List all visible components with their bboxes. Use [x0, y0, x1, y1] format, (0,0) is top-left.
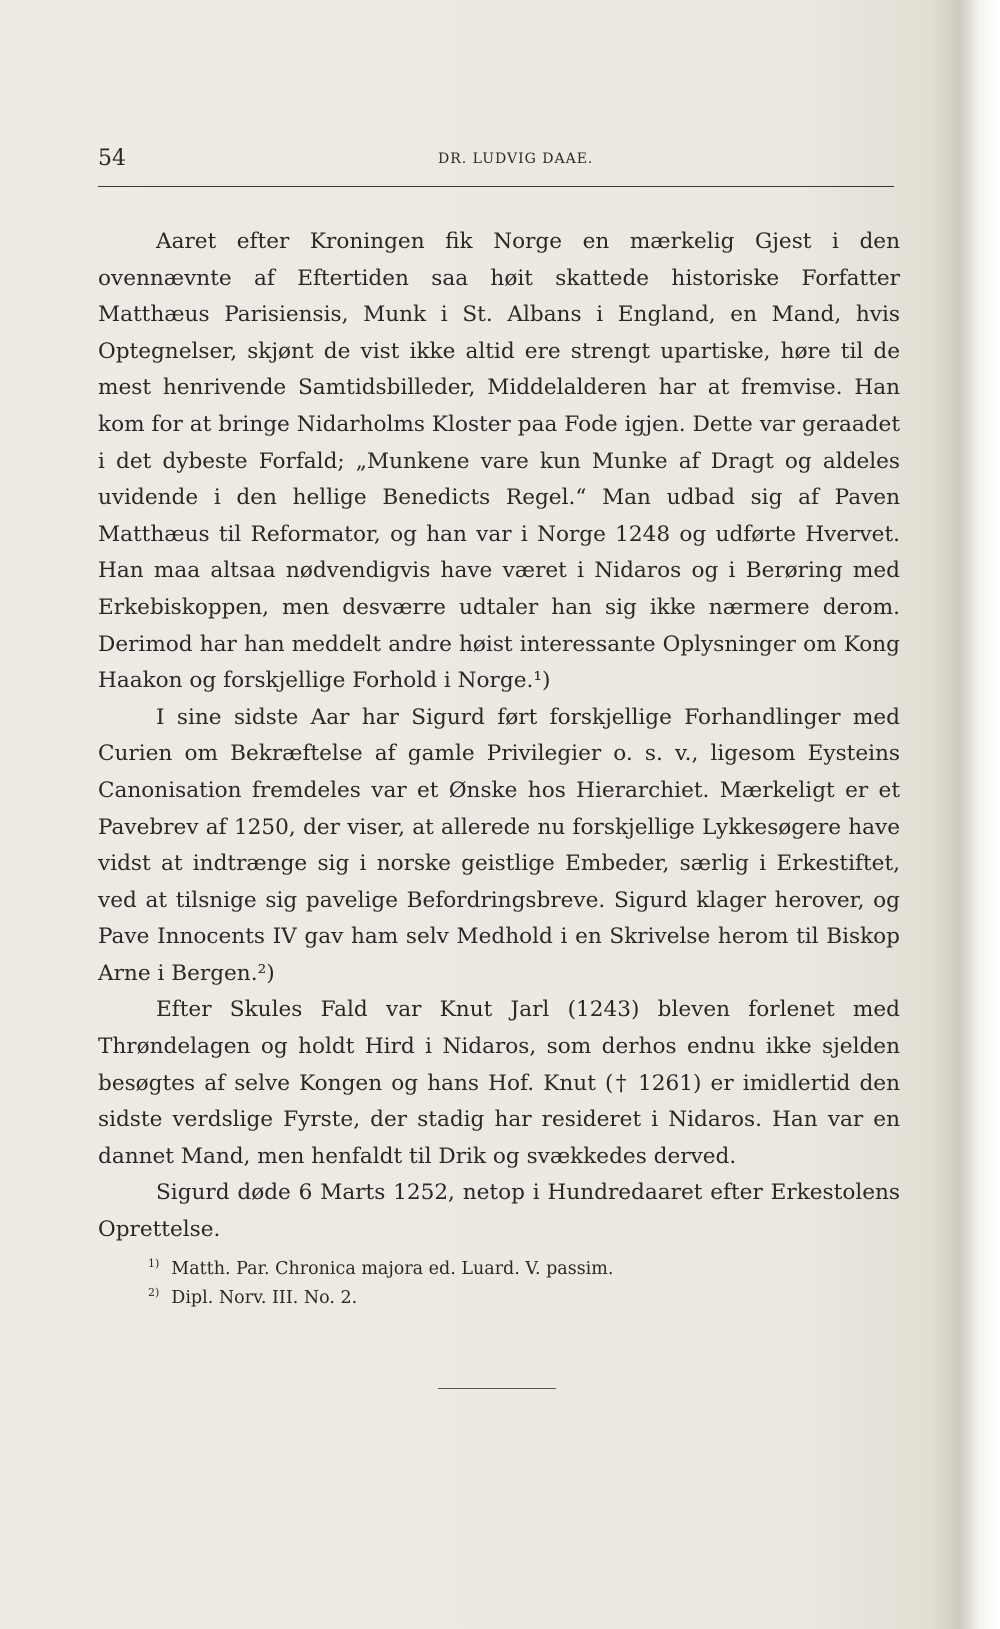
- page-header: [98, 146, 894, 187]
- footnote-text: Dipl. Norv. III. No. 2.: [171, 1287, 358, 1308]
- footnote: [148, 1252, 868, 1281]
- running-head: DR. LUDVIG DAAE.: [438, 151, 594, 167]
- footnote-marker: 2): [148, 1285, 160, 1299]
- footnote-marker: 1): [148, 1257, 160, 1270]
- paragraph: Efter Skules Fald var Knut Jarl (1243) bleven forlenet med Thrøndelagen og holdt Hird i Nidaros, som derhos endnu ikke sjelden besøgtes af selve Kongen og hans Hof. Knut († 1261) er imidlertid den sidste verdslige Fyrste, der stadig har resideret i Nidaros. Han var en dannet Mand, men henfaldt til Drik og svækkedes derved.: [98, 997, 900, 1169]
- paragraph: Sigurd døde 6 Marts 1252, netop i Hundredaaret efter Erkestolens Oprettelse.: [98, 1180, 900, 1243]
- footnotes: [148, 1252, 868, 1310]
- body-text: [98, 224, 900, 1249]
- footnote-text: Matth. Par. Chronica majora ed. Luard. V. passim.: [171, 1258, 614, 1279]
- page-number: 54: [98, 146, 126, 171]
- end-rule: [438, 1388, 556, 1389]
- paragraph: I sine sidste Aar har Sigurd ført forskjellige Forhandlinger med Curien om Bekræftelse af gamle Privilegier o. s. v., ligesom Eysteins Canonisation fremdeles var et Ønske hos Hierarchiet. Mærkeligt er et Pavebrev af 1250, der viser, at allerede nu forskjellige Lykkesøgere have vidst at indtrænge sig i norske geistlige Embeder, særlig i Erkestiftet, ved at tilsnige sig pavelige Befordringsbreve. Sigurd klager herover, og Pave Innocents IV gav ham selv Medhold i en Skrivelse herom til Biskop Arne i Bergen.²): [98, 704, 900, 986]
- paragraph: Aaret efter Kroningen fik Norge en mærkelig Gjest i den ovennævnte af Eftertiden saa høit skattede historiske Forfatter Matthæus Parisiensis, Munk i St. Albans i England, en Mand, hvis Optegnelser, skjønt de vist ikke altid ere strengt upartiske, høre til de mest henrivende Samtidsbilleder, Middelalderen har at fremvise. Han kom for at bringe Nidarholms Kloster paa Fode igjen. Dette var geraadet i det dybeste Forfald; „Munkene vare kun Munke af Dragt og aldeles uvidende i den hellige Benedicts Regel.“ Man udbad sig af Paven Matthæus til Reformator, og han var i Norge 1248 og udførte Hvervet. Han maa altsaa nødvendigvis have været i Nidaros og i Berøring med Erkebiskoppen, men desværre udtaler han sig ikke nærmere derom. Derimod har han meddelt andre høist interessante Oplysninger om Kong Haakon og forskjellige Forhold i Norge.¹): [98, 229, 900, 694]
- footnote: [148, 1281, 868, 1310]
